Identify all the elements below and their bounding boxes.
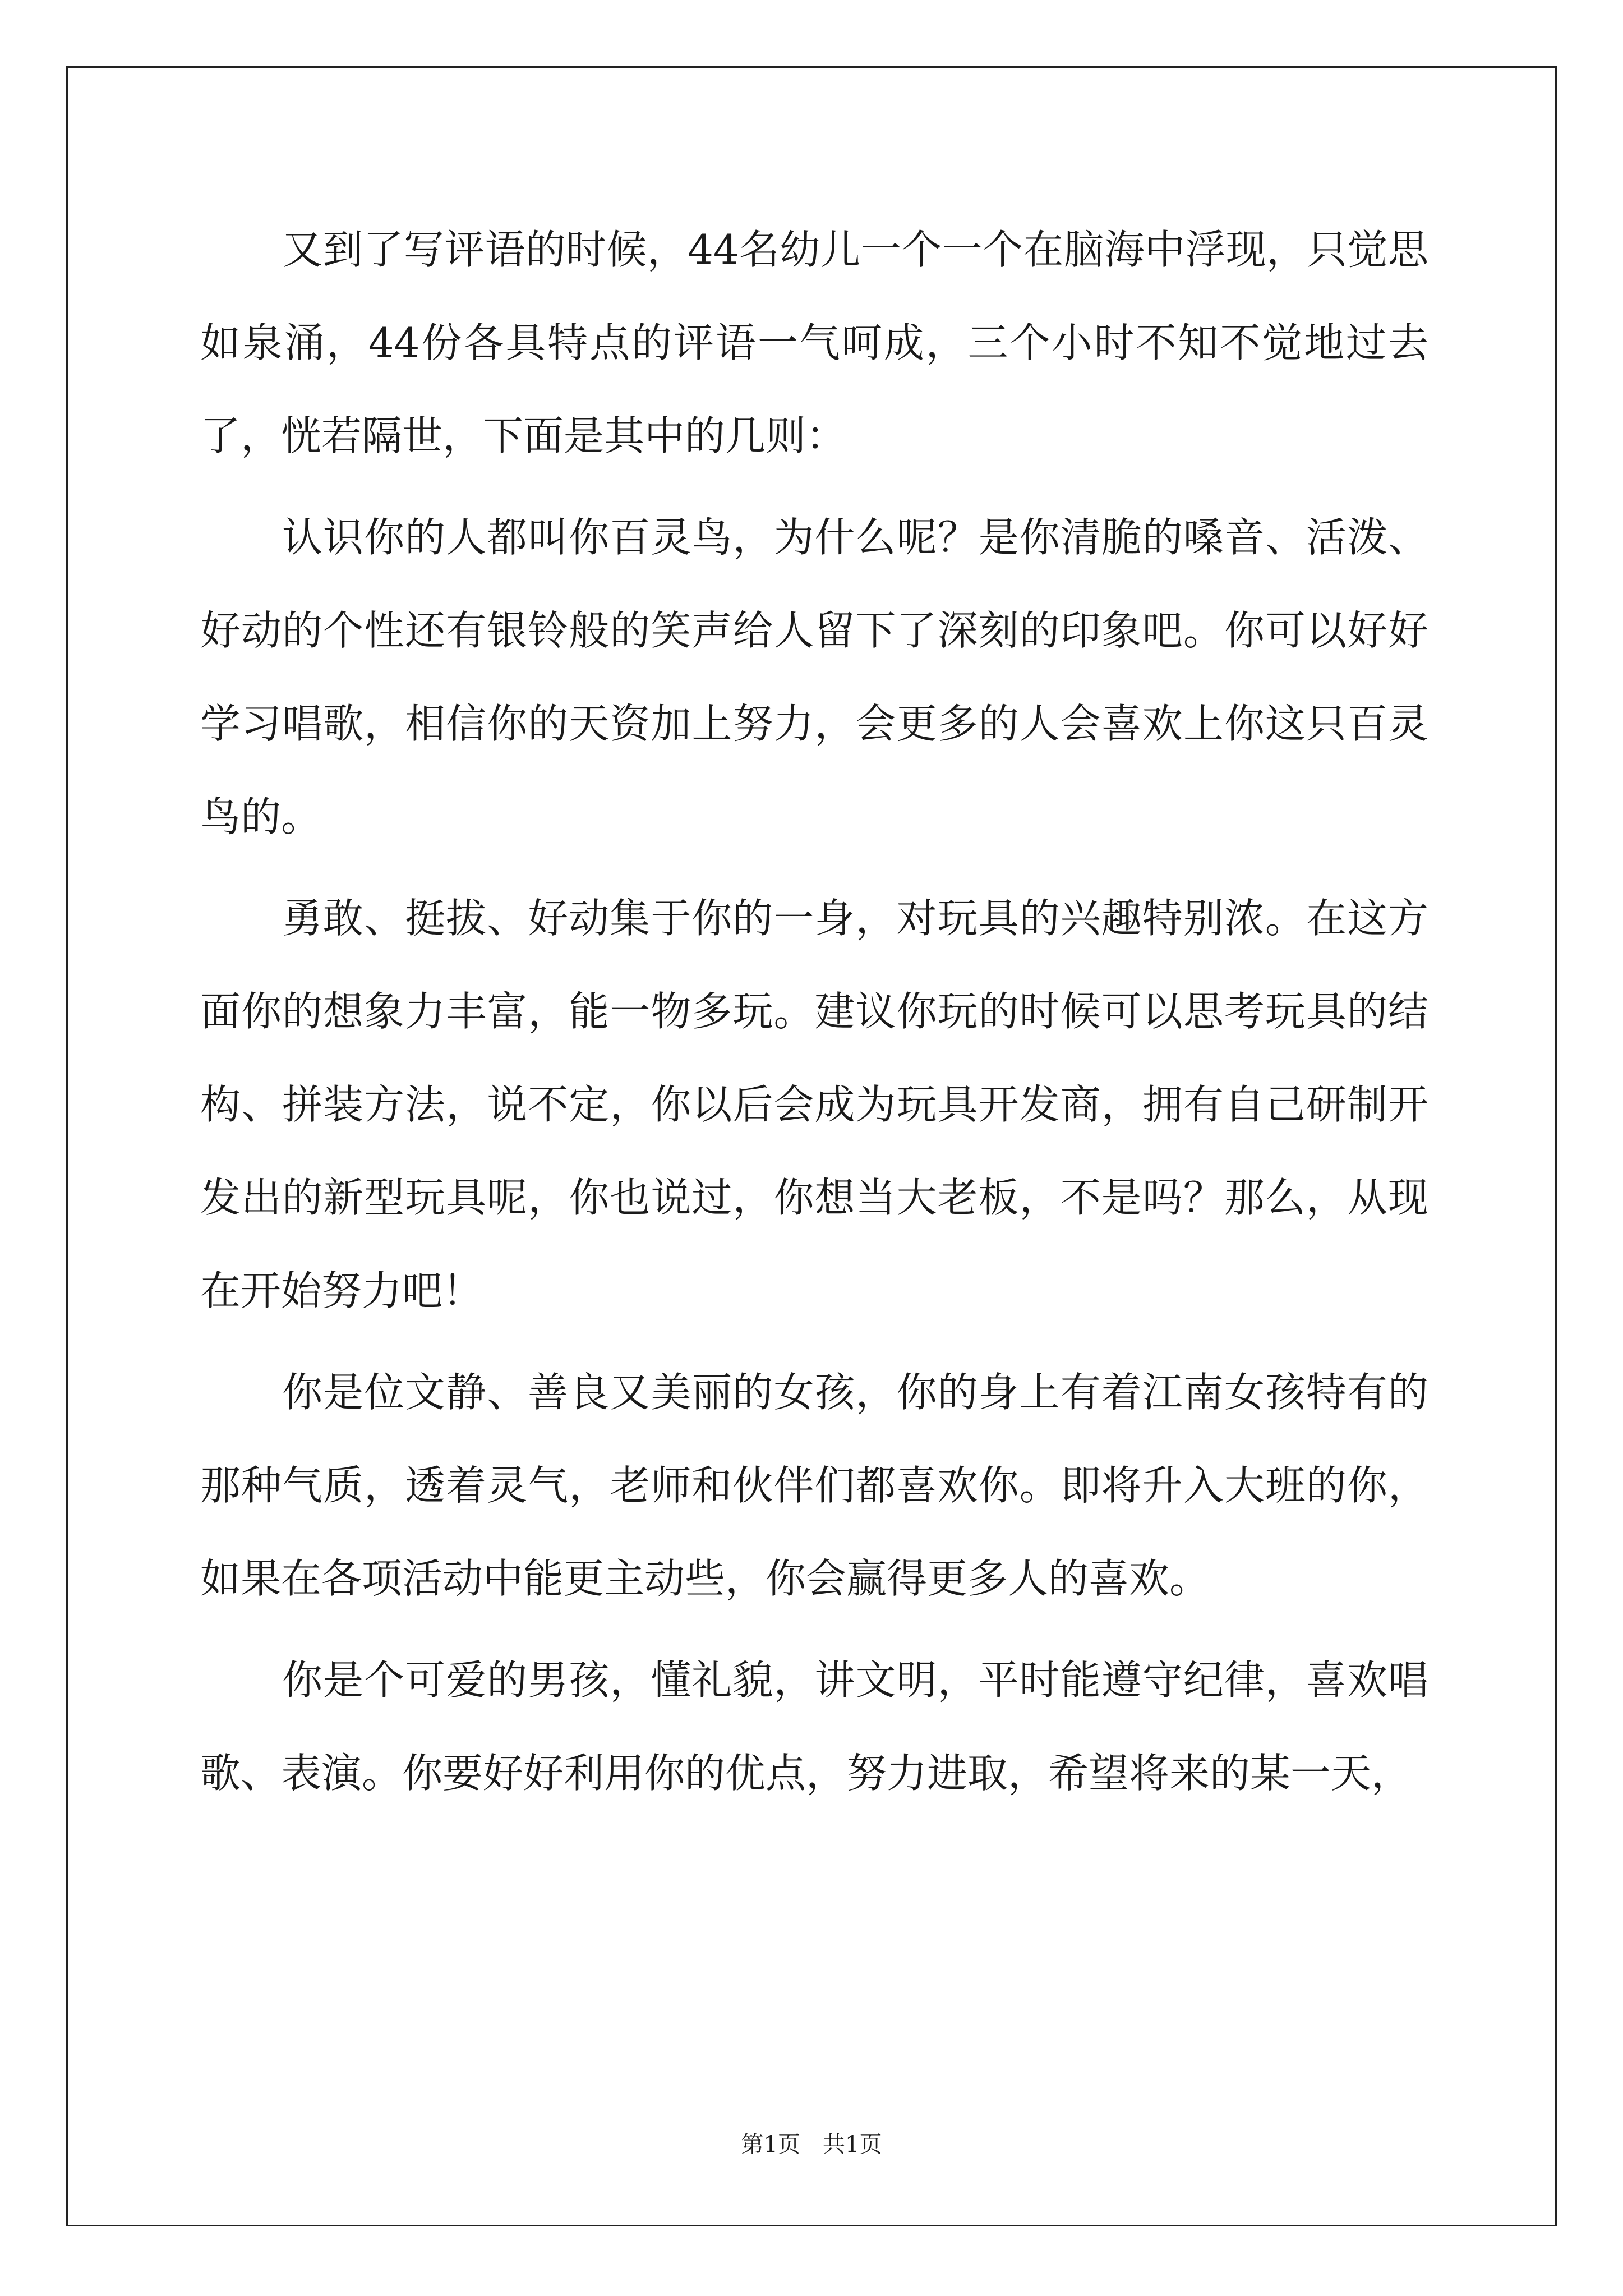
paragraph-comment-1: 认识你的人都叫你百灵鸟，为什么呢？是你清脆的嗓音、活泼、好动的个性还有银铃般的笑声给人留下了深刻的印象吧。你可以好好学习唱歌，相信你的天资加上努力，会更多的人会喜欢上你这只百灵鸟的。 xyxy=(200,514,1428,840)
paragraph-comment-4: 你是个可爱的男孩，懂礼貌，讲文明，平时能遵守纪律，喜欢唱歌、表演。你要好好利用你的优点，努力进取，希望将来的某一天， xyxy=(200,1657,1428,1797)
page-number-footer: 第1页 共1页 xyxy=(741,2132,882,2157)
paragraph-intro: 又到了写评语的时候，44名幼儿一个一个在脑海中浮现，只觉思如泉涌，44份各具特点的评语一气呵成，三个小时不知不觉地过去了，恍若隔世，下面是其中的几则： xyxy=(200,226,1428,459)
document-body xyxy=(200,203,1428,1828)
paragraph-comment-2: 勇敢、挺拔、好动集于你的一身，对玩具的兴趣特别浓。在这方面你的想象力丰富，能一物多玩。建议你玩的时候可以思考玩具的结构、拼装方法，说不定，你以后会成为玩具开发商，拥有自己研制开发出的新型玩具呢，你也说过，你想当大老板，不是吗？那么，从现在开始努力吧！ xyxy=(200,895,1428,1314)
paragraph-comment-3: 你是位文静、善良又美丽的女孩，你的身上有着江南女孩特有的那种气质，透着灵气，老师和伙伴们都喜欢你。即将升入大班的你，如果在各项活动中能更主动些，你会赢得更多人的喜欢。 xyxy=(200,1369,1428,1602)
